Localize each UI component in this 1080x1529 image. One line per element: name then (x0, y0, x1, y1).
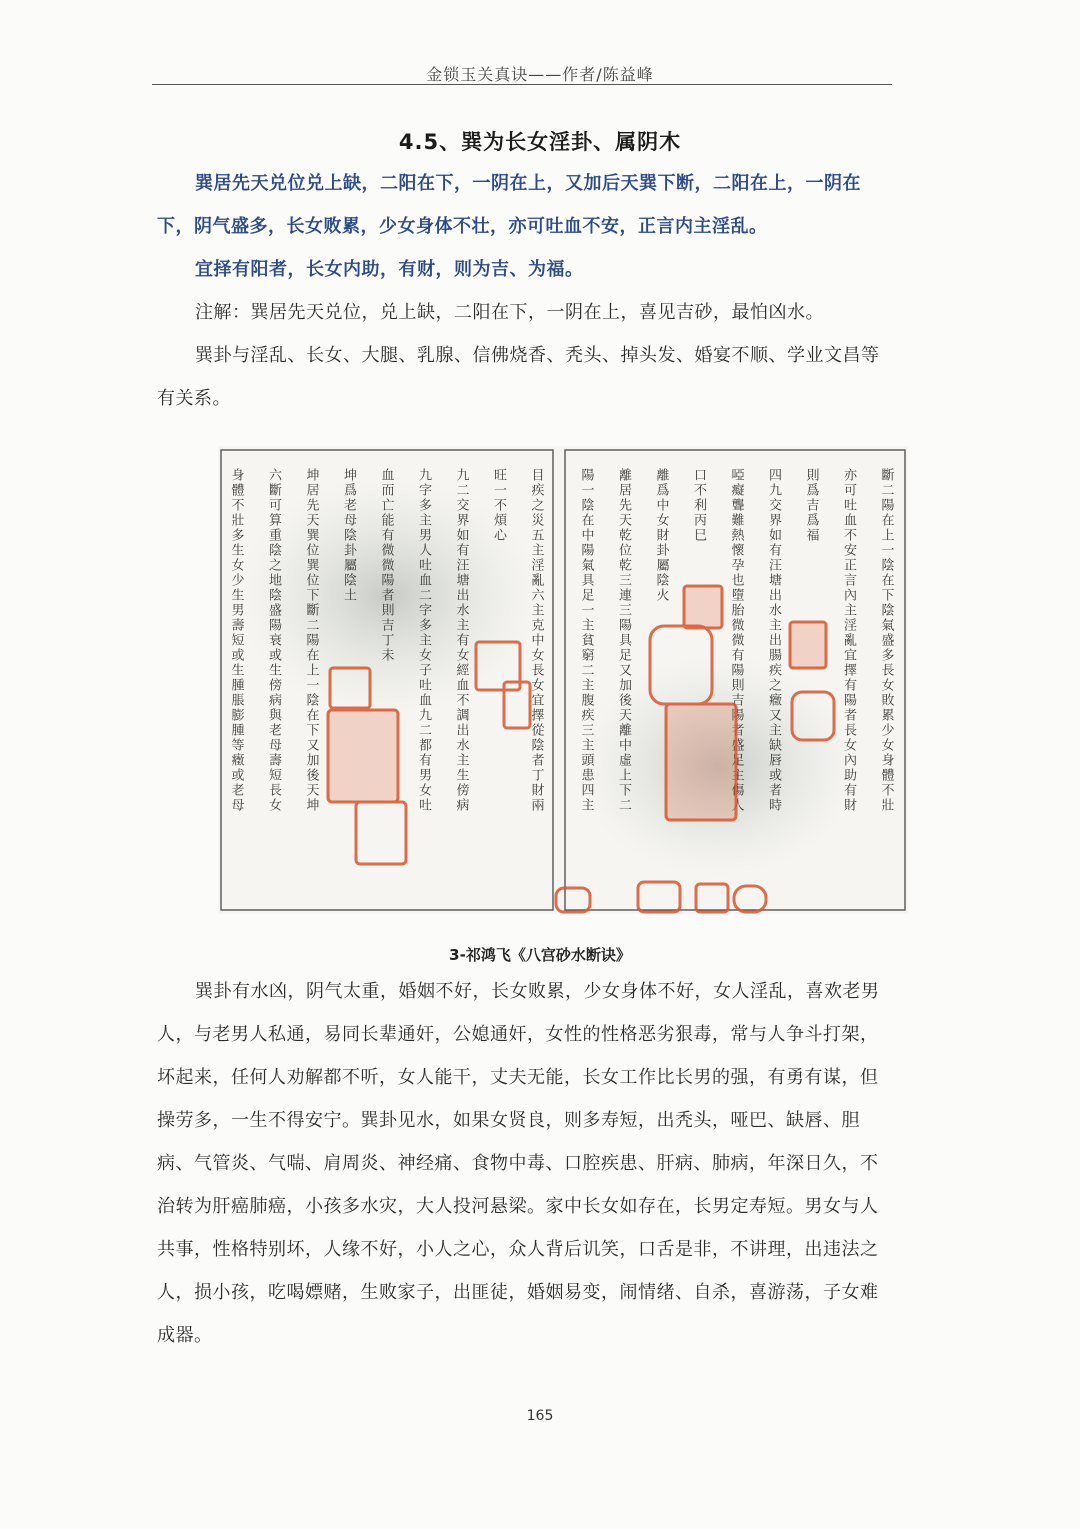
section-title: 4.5、巽为长女淫卦、属阴木 (398, 130, 682, 154)
classical-text-column: 九字多主男人吐血二字多主女子吐血九二都有男女吐 (416, 468, 431, 813)
classical-text-column: 離爲中女財卦屬陰火 (653, 468, 669, 603)
classical-text-column: 血而亡能有微微陽者則吉丁未 (378, 468, 394, 663)
running-header: 金锁玉关真诀——作者/陈益峰 (426, 65, 654, 84)
classical-text-column: 陽一陰在中陽氣具足一主貧窮二主腹疾三主頭患四主 (578, 468, 594, 813)
classical-text-column: 離居先天乾位乾三連三陽具足又加後天離中虛上下二 (616, 468, 631, 813)
header-rule (152, 84, 892, 85)
intro-paragraph-1: 巽居先天兑位兑上缺，二阳在下，一阴在上，又加后天巽下断，二阳在上，一阴在下，阴气盛多，长女败累，少女身体不壮，亦可吐血不安，正言内主淫乱。 (157, 173, 861, 237)
classical-text-column: 六斷可算重陰之地陰盛陽衰或生傍病與老母壽短長女 (266, 468, 281, 813)
classical-text-column: 旺一不煩心 (491, 468, 506, 543)
note-paragraph-2: 巽卦与淫乱、长女、大腿、乳腺、信佛烧香、秃头、掉头发、婚宴不顺、学业文昌等有关系。 (157, 345, 880, 409)
page-number: 165 (526, 1408, 554, 1424)
classical-text-column: 坤居先天巽位巽位下斷二陽在上一陰在下又加後天坤 (303, 468, 319, 813)
classical-text-column: 目疾之災五主淫亂六主克中女長女宜擇從陰者丁財兩 (528, 468, 544, 813)
classical-text-column: 斷二陽在上一陰在下陰氣盛多長女敗累少女身體不壯 (878, 468, 894, 813)
book-scan-figure (218, 446, 908, 914)
classical-text-column: 四九交界如有汪塘出水主出腸疾之癥又主缺唇或者時 (766, 468, 781, 813)
classical-text-column: 身體不壯多生女少生男壽短或生腫脹膨腫等癥或老母 (228, 468, 244, 813)
note-paragraph-1: 注解：巽居先天兑位，兑上缺，二阳在下，一阴在上，喜见吉砂，最怕凶水。 (195, 302, 824, 323)
classical-text-column: 坤爲老母陰卦屬陰土 (341, 468, 356, 603)
classical-text-column: 亦可吐血不安正言內主淫亂宜擇有陽者長女內助有財 (841, 468, 856, 813)
figure-caption: 3-祁鸿飞《八宫砂水断诀》 (449, 946, 631, 964)
classical-text-column: 口不利丙巳 (691, 468, 706, 543)
classical-text-column: 則爲吉爲福 (803, 468, 819, 543)
classical-text-column: 九二交界如有汪塘出水主有女經血不調出水主生傍病 (453, 468, 469, 813)
classical-text-column: 啞癡聾難熱懷孕也墮胎微微有陽則吉陽者盛足主傷人 (728, 468, 744, 813)
book-scan-image (218, 446, 908, 914)
intro-paragraph-2: 宜择有阳者，长女内助，有财，则为吉、为福。 (195, 259, 584, 280)
body-paragraph: 巽卦有水凶，阴气太重，婚姻不好，长女败累，少女身体不好，女人淫乱，喜欢老男人，与老男人私通，易同长辈通奸，公媳通奸，女性的性格恶劣狠毒，常与人争斗打架，坏起来，任何人劝解都不听，女人能干，丈夫无能，长女工作比长男的强，有勇有谋，但操劳多，一生不得安宁。巽卦见水，如果女贤良，则多寿短，出秃头，哑巴、缺唇、胆病、气管炎、气喘、肩周炎、神经痛、食物中毒、口腔疾患、肝病、肺病，年深日久，不治转为肝癌肺癌，小孩多水灾，大人投河悬梁。家中长女如存在，长男定寿短。男女与人共事，性格特别坏，人缘不好，小人之心，众人背后讥笑，口舌是非，不讲理，出违法之人，损小孩，吃喝嫖赌，生败家子，出匪徒，婚姻易变，闹情绪、自杀，喜游荡，子女难成器。 (157, 981, 880, 1346)
